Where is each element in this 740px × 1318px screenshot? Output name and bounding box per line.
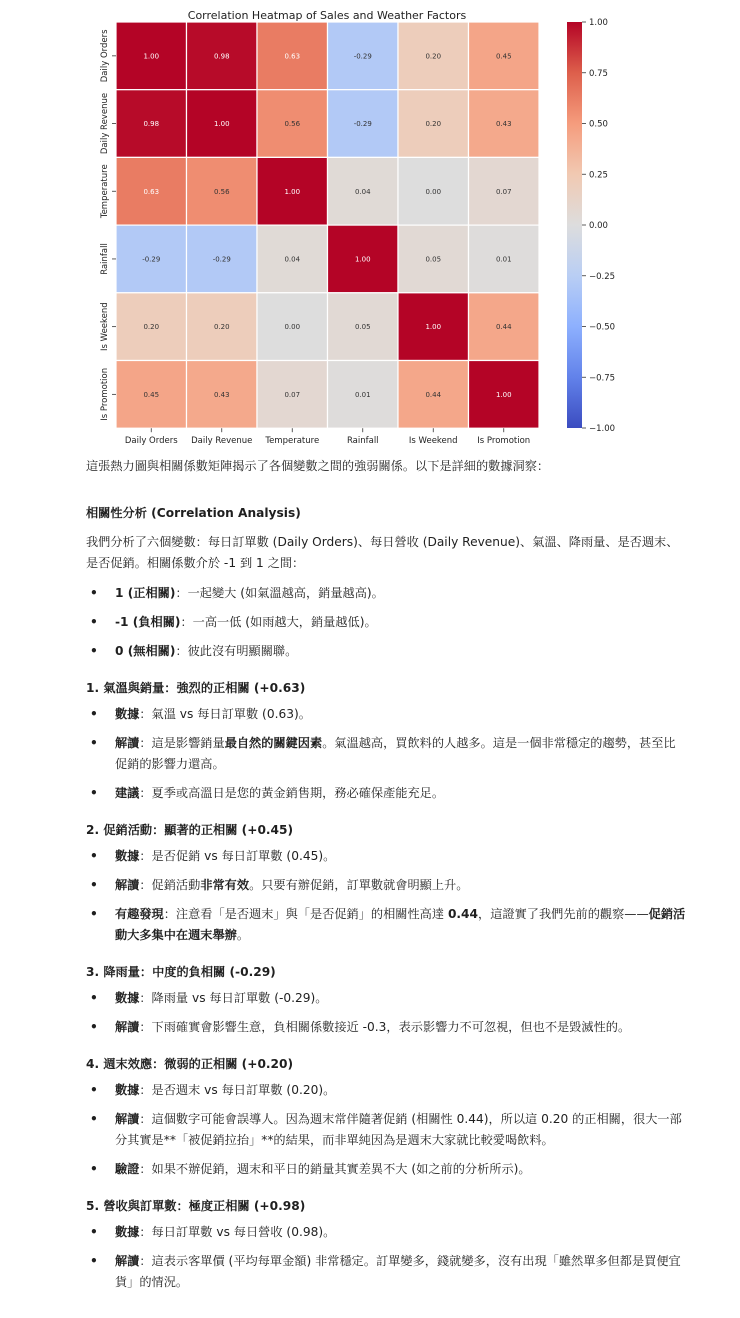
cell-value-label: 0.44 bbox=[495, 323, 512, 332]
cell-value-label: 0.01 bbox=[354, 390, 371, 399]
colorbar-tick-label: 0.75 bbox=[589, 68, 608, 79]
cell-value-label: 0.07 bbox=[284, 390, 301, 399]
cell-value-label: 0.00 bbox=[284, 323, 301, 332]
colorbar-tick-label: −1.00 bbox=[589, 424, 616, 434]
colorbar-tick-label: 0.50 bbox=[589, 119, 608, 130]
bullet-term: 1 (正相關) bbox=[115, 586, 176, 600]
y-axis-labels bbox=[100, 29, 116, 421]
list-item bbox=[86, 641, 686, 662]
cell-value-label: 1.00 bbox=[425, 323, 442, 332]
list-item bbox=[86, 846, 686, 867]
cell-value-label: 0.07 bbox=[495, 187, 512, 196]
item-label: 數據 bbox=[115, 707, 140, 721]
bullet-text: ：彼此沒有明顯關聯。 bbox=[175, 644, 298, 658]
cell-value-label: 0.04 bbox=[284, 255, 301, 264]
cell-value-label: 1.00 bbox=[495, 390, 512, 399]
y-tick-label: Temperature bbox=[100, 164, 110, 219]
section-list-weekend bbox=[86, 1080, 686, 1180]
item-text: ：促銷活動 bbox=[139, 878, 201, 892]
cell-value-label: 0.05 bbox=[354, 323, 371, 332]
list-item bbox=[86, 1251, 686, 1293]
item-label: 數據 bbox=[115, 1083, 140, 1097]
cell-value-label: 0.56 bbox=[213, 187, 230, 196]
section-list-promotion bbox=[86, 846, 686, 946]
item-text: 。氣溫越高，買飲料的人越多。這是一個非常穩定的趨勢，甚至比促銷的影響力還高。 bbox=[115, 736, 676, 771]
y-tick-label: Daily Orders bbox=[100, 29, 110, 83]
item-text: ：降雨量 vs 每日訂單數 (-0.29)。 bbox=[139, 991, 328, 1005]
colorbar-tick-label: 0.25 bbox=[589, 170, 608, 181]
list-item bbox=[86, 1109, 686, 1151]
item-emphasis: 非常有效 bbox=[200, 878, 250, 892]
cell-value-label: 0.20 bbox=[213, 323, 230, 332]
item-label: 解讀 bbox=[115, 1254, 140, 1268]
x-axis-labels bbox=[125, 428, 530, 446]
bullet-text: ：一高一低 (如雨越大，銷量越低)。 bbox=[180, 615, 377, 629]
y-tick-label: Is Promotion bbox=[100, 367, 110, 421]
list-item bbox=[86, 583, 686, 604]
list-item bbox=[86, 904, 686, 946]
item-text: ：每日訂單數 vs 每日營收 (0.98)。 bbox=[139, 1225, 336, 1239]
list-item bbox=[86, 783, 686, 804]
x-tick-label: Is Promotion bbox=[477, 436, 531, 447]
item-text: ：這個數字可能會誤導人。因為週末常伴隨著促銷 (相關性 0.44)，所以這 0.20 的正相關，很大一部分其實是**「被促銷拉抬」**的結果，而非單純因為是週末大家就比較愛喝飲料。 bbox=[115, 1112, 682, 1147]
cell-value-label: -0.29 bbox=[353, 120, 372, 129]
cell-value-label: 1.00 bbox=[213, 120, 230, 129]
section-title-weekend: 4. 週末效應：微弱的正相關 (+0.20) bbox=[86, 1057, 294, 1071]
cell-value-label: 0.01 bbox=[495, 255, 512, 264]
item-text: ：是否週末 vs 每日訂單數 (0.20)。 bbox=[139, 1083, 336, 1097]
item-label: 數據 bbox=[115, 991, 140, 1005]
colorbar-tick-label: 0.00 bbox=[589, 221, 608, 231]
colorbar-tick-label: −0.50 bbox=[589, 322, 616, 333]
cell-value-label: 0.56 bbox=[284, 120, 301, 129]
intro-text: 這張熱力圖與相關係數矩陣揭示了各個變數之間的強弱關係。以下是詳細的數據洞察： bbox=[86, 459, 550, 473]
cell-value-label: 0.20 bbox=[143, 323, 160, 332]
cell-value-label: 0.63 bbox=[143, 187, 160, 196]
analysis-article bbox=[86, 456, 686, 1301]
cell-value-label: 0.20 bbox=[425, 52, 442, 61]
bullet-term: -1 (負相關) bbox=[115, 615, 181, 629]
x-tick-label: Daily Orders bbox=[124, 436, 178, 447]
correlation-legend-list bbox=[86, 583, 686, 662]
list-item bbox=[86, 1080, 686, 1101]
cell-value-label: 0.43 bbox=[213, 390, 230, 399]
y-tick-label: Daily Revenue bbox=[100, 92, 110, 155]
list-item bbox=[86, 1222, 686, 1243]
cell-value-label: 1.00 bbox=[143, 52, 160, 61]
cell-value-label: 1.00 bbox=[354, 255, 371, 264]
cell-value-label: 0.20 bbox=[425, 120, 442, 129]
item-text: ：這是影響銷量 bbox=[139, 736, 225, 750]
y-tick-label: Rainfall bbox=[100, 243, 110, 275]
x-tick-label: Is Weekend bbox=[408, 436, 458, 447]
correlation-heatmap-chart bbox=[0, 0, 740, 450]
item-text: ：下雨確實會影響生意，負相關係數接近 -0.3，表示影響力不可忽視，但也不是毀滅性的。 bbox=[139, 1020, 631, 1034]
colorbar-tick-label: −0.25 bbox=[589, 271, 616, 282]
section-title-temperature: 1. 氣溫與銷量：強烈的正相關 (+0.63) bbox=[86, 681, 306, 695]
list-item bbox=[86, 733, 686, 775]
bullet-term: 0 (無相關) bbox=[115, 644, 176, 658]
x-tick-label: Temperature bbox=[265, 436, 320, 447]
item-text: ：夏季或高溫日是您的黃金銷售期，務必確保產能充足。 bbox=[139, 786, 445, 800]
cell-value-label: -0.29 bbox=[142, 255, 161, 264]
list-item bbox=[86, 704, 686, 725]
cell-value-label: 1.00 bbox=[284, 187, 301, 196]
cell-value-label: 0.45 bbox=[143, 390, 160, 399]
item-emphasis: 促銷活動大多集中在週末舉辦 bbox=[115, 907, 686, 942]
cell-value-label: 0.98 bbox=[143, 120, 160, 129]
list-item bbox=[86, 1159, 686, 1180]
item-text: ：是否促銷 vs 每日訂單數 (0.45)。 bbox=[139, 849, 336, 863]
item-emphasis: 最自然的關鍵因素 bbox=[224, 736, 323, 750]
x-tick-label: Daily Revenue bbox=[191, 436, 253, 447]
item-text: 。 bbox=[236, 928, 250, 942]
item-label: 數據 bbox=[115, 849, 140, 863]
cell-value-label: 0.63 bbox=[284, 52, 301, 61]
cell-value-label: -0.29 bbox=[212, 255, 231, 264]
analysis-heading: 相關性分析 (Correlation Analysis) bbox=[86, 506, 301, 520]
item-label: 驗證 bbox=[115, 1162, 140, 1176]
heatmap-cells bbox=[116, 22, 539, 428]
colorbar-tick-label: 1.00 bbox=[589, 18, 608, 28]
section-list-temperature bbox=[86, 704, 686, 804]
item-text: 。只要有辦促銷，訂單數就會明顯上升。 bbox=[249, 878, 469, 892]
chart-title: Correlation Heatmap of Sales and Weather Factors bbox=[187, 9, 467, 22]
item-label: 解讀 bbox=[115, 1112, 140, 1126]
section-title-promotion: 2. 促銷活動：顯著的正相關 (+0.45) bbox=[86, 823, 294, 837]
item-text: ，這證實了我們先前的觀察—— bbox=[478, 907, 649, 921]
item-emphasis: 0.44 bbox=[447, 907, 479, 921]
item-label: 有趣發現 bbox=[115, 907, 164, 921]
colorbar-tick-label: −0.75 bbox=[589, 373, 616, 384]
cell-value-label: 0.98 bbox=[213, 52, 230, 61]
analysis-description: 我們分析了六個變數：每日訂單數 (Daily Orders)、每日營收 (Daily Revenue)、氣溫、降雨量、是否週末、是否促銷。相關係數介於 -1 到 1 之間： bbox=[86, 535, 679, 570]
section-list-rainfall bbox=[86, 988, 686, 1038]
list-item bbox=[86, 988, 686, 1009]
bullet-text: ：一起變大 (如氣溫越高，銷量越高)。 bbox=[175, 586, 384, 600]
item-label: 解讀 bbox=[115, 736, 140, 750]
list-item bbox=[86, 612, 686, 633]
list-item bbox=[86, 875, 686, 896]
cell-value-label: -0.29 bbox=[353, 52, 372, 61]
cell-value-label: 0.43 bbox=[495, 120, 512, 129]
item-text: ：這表示客單價 (平均每單金額) 非常穩定。訂單變多，錢就變多，沒有出現「雖然單多但都是買便宜貨」的情況。 bbox=[115, 1254, 681, 1289]
section-list-revenue bbox=[86, 1222, 686, 1293]
item-label: 解讀 bbox=[115, 1020, 140, 1034]
section-title-revenue: 5. 營收與訂單數：極度正相關 (+0.98) bbox=[86, 1199, 306, 1213]
cell-value-label: 0.44 bbox=[425, 390, 442, 399]
cell-value-label: 0.45 bbox=[495, 52, 512, 61]
cell-value-label: 0.05 bbox=[425, 255, 442, 264]
item-text: ：氣溫 vs 每日訂單數 (0.63)。 bbox=[139, 707, 311, 721]
item-label: 建議 bbox=[115, 786, 140, 800]
x-tick-label: Rainfall bbox=[346, 436, 379, 447]
item-label: 解讀 bbox=[115, 878, 140, 892]
colorbar bbox=[567, 22, 582, 428]
section-title-rainfall: 3. 降雨量：中度的負相關 (-0.29) bbox=[86, 965, 276, 979]
list-item bbox=[86, 1017, 686, 1038]
cell-value-label: 0.00 bbox=[425, 187, 442, 196]
item-label: 數據 bbox=[115, 1225, 140, 1239]
y-tick-label: Is Weekend bbox=[100, 302, 110, 351]
cell-value-label: 0.04 bbox=[354, 187, 371, 196]
item-text: ：如果不辦促銷，週末和平日的銷量其實差異不大 (如之前的分析所示)。 bbox=[139, 1162, 531, 1176]
colorbar-ticks bbox=[582, 18, 615, 434]
item-text: ：注意看「是否週末」與「是否促銷」的相關性高達 bbox=[163, 907, 448, 921]
